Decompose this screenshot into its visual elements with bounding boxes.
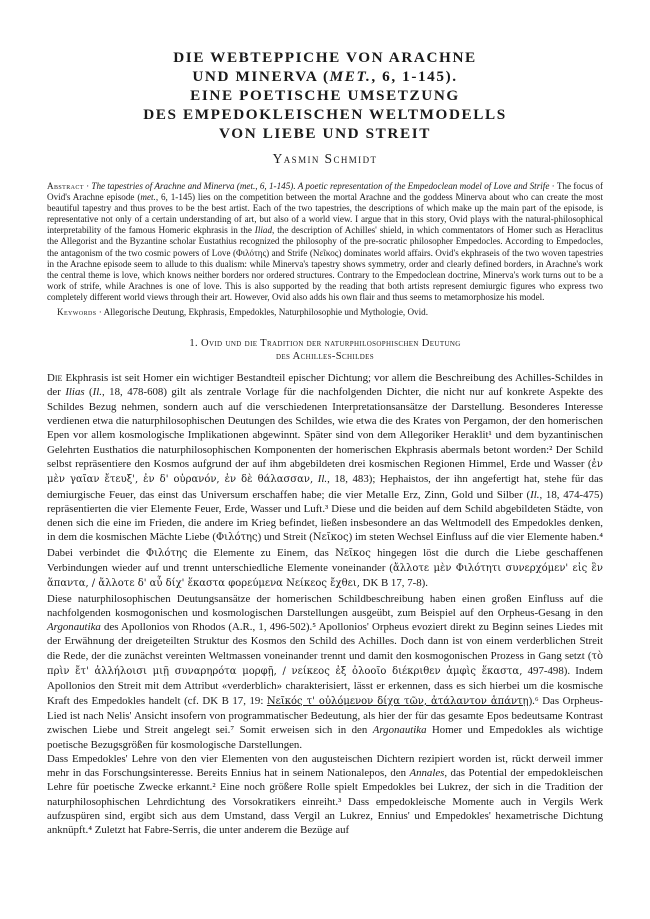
section-heading-line-1: 1. Ovid und die Tradition der naturphilosophischen Deutung [189, 338, 461, 350]
keywords: Keywords · Allegorische Deutung, Ekphrasis, Empedokles, Naturphilosophie und Mythologie, Ovid. [57, 307, 428, 318]
abstract: Abstract · The tapestries of Arachne and Minerva (met., 6, 1-145). A poetic representation of the Empedoclean model of Love and Strife · The focus of Ovid's Arachne episode (met., 6, 1-145) lies on the competition between the mortal Arachne and the goddess Minerva about who can create the most beautiful tapestry and thus proves to be the best artist. Each of the two tapestries, the descriptions of which make up the main part of the episode, is representative not only of a certain understanding of art, but also of a world view. I argue that in this story, Ovid plays with the natural-philosophical interpretability of the famous Homeric ekphrasis in the Iliad, the description of Achilles' shield, in which commentators of Homer such as Heraclitus the Allegorist and the Byzantine scholar Eustathius recognized the philosophy of the pre-socratic philosopher Empedocles. According to Empedocles, the antagonism of the two cosmic powers of Love (Φιλότης) and Strife (Νεῖκος) dominates world affairs. Ovid's ekphraseis of the two woven tapestries in the Arachne episode seem to allude to this dualism: while Minerva's tapestry shows symmetry, order and clearly defined borders, in Arachne's work the central theme is love, which knows neither borders nor ordered structures. Contrary to the Empedoclean doctrine, Minerva's work turns out to be a work of strife, while Arachnes is one of love. This is also supported by the reading that both artists represent demiurgic figures who express two completely different world views through their art. However, Ovid also adds his own flair and thus seems to metamorphosize his model. [47, 181, 603, 302]
title-line-2: UND MINERVA (MET., 6, 1-145). [192, 68, 458, 85]
title-line-5: VON LIEBE UND STREIT [219, 125, 431, 142]
drop-cap: Die [47, 372, 63, 385]
title-line-3: EINE POETISCHE UMSETZUNG [190, 87, 460, 104]
article-title [47, 48, 603, 143]
paragraph-2: Diese naturphilosophischen Deutungsansätze der homerischen Schildbeschreibung haben einen großen Einfluss auf die nachfolgenden kosmogonischen und kosmologischen Darstellungen ausgeübt, zum Beispiel auf den Orpheus-Gesang in den Argonautika des Apollonios von Rhodos (A.R., 1, 496-502).⁵ Apollonios' Orpheus evoziert direkt zu Beginn seines Liedes mit der Erwähnung der dreigeteilten Struktur des Kosmos den Schild des Achilles. Doch dann ist von einem verderblichen Streit die Rede, der die zunächst vereinten Weltmassen voneinander trennt und damit den kosmogonischen Prozess in Gang setzt (τὸ πρὶν ἔτ' ἀλλήλοισι μιῇ συναρηρότα μορφῇ, / νείκεος ἐξ ὀλοοῖο διέκριθεν ἀμφὶς ἕκαστα, 497-498). Indem Apollonios den Streit mit dem Attribut «verderblich» charakterisiert, lässt er erkennen, dass es sich hierbei um die kosmische Kraft des Empedokles handelt (cf. DK B 17, 19: Νεῖκός τ' οὐλόμενον δίχα τῶν, ἀτάλαντον ἁπάντῃ).⁶ Das Orpheus-Lied ist nach Nelis' Ansicht insofern von programmatischer Bedeutung, als hier der für das gesamte Epos bedeutsame Kontrast zwischen Liebe und Streit angelegt sei.⁷ Somit erweisen sich in den Argonautika Homer und Empedokles als wichtige poetische Bezugsgrößen für kosmologische Darstellungen. [47, 592, 604, 751]
title-line-1: DIE WEBTEPPICHE VON ARACHNE [173, 49, 477, 66]
body-text [47, 371, 603, 838]
title-line-4: DES EMPEDOKLEISCHEN WELTMODELLS [143, 106, 507, 123]
abstract-title: The tapestries of Arachne and Minerva (met., 6, 1-145). A poetic representation of the Empedoclean model of Love and Strife [91, 181, 550, 191]
section-heading-line-2: des Achilles-Schildes [275, 351, 375, 363]
paragraph-1: Die Ekphrasis ist seit Homer ein wichtiger Bestandteil epischer Dichtung; vor allem die Beschreibung des Achilles-Schildes in der Ilias (Il., 18, 478-608) gilt als zentrale Vorlage für die nachfolgenden Dichter, die nicht nur auf konkrete Aspekte des Schildes Bezug nehmen, sondern auch auf die verschiedenen Interpretationsansätze der Darstellung. Besonderes Interesse verdienen etwa die naturphilosophischen Deutungen des Schildes, wie etwa die des Krates von Pergamon, der den homerischen Epen vor allem kosmologische Implikationen abgewinnt. Später sind von dem Allegoriker Heraklit¹ und dem byzantinischen Gelehrten Eusthatios die naturphilosophischen Komponenten der homerischen Ekphrasis abermals betont worden:² Der Schild selbst repräsentiere den Kosmos aufgrund der auf ihm abgebildeten drei kosmischen Regionen Himmel, Erde und Wasser (ἐν μὲν γαῖαν ἔτευξ', ἐν δ' οὐρανόν, ἐν δὲ θάλασσαν, Il., 18, 483); Hephaistos, der ihn angefertigt hat, stehe für das demiurgische Feuer, das einst das Universum erschaffen habe; die vier Metalle Erz, Zinn, Gold und Silber (Il., 18, 474-475) repräsentierten die vier Elemente Feuer, Erde, Wasser und Luft.³ Diese und die beiden auf dem Schild abgebildeten Städte, von denen sich die eine im Frieden, die andere im Krieg befindet, ließen insbesondere an das Weltmodell des Empedokles denken, in dem die kosmischen Mächte Liebe (Φιλότης) und Streit (Νεῖκος) im steten Wechsel Einfluss auf die vier Elemente haben.⁴ Dabei verbindet die Φιλότης die Elemente zu Einem, das Νεῖκος hingegen löst die durch die Liebe geschaffenen Verbindungen wieder auf und trennt unterschiedliche Elemente voneinander (ἄλλοτε μὲν Φιλότητι συνερχόμεν' εἰς ἓν ἅπαντα, / ἄλλοτε δ' αὖ δίχ' ἕκαστα φορεύμενα Νείκεος ἔχθει, DK B 17, 7-8). [47, 372, 604, 590]
author-name: Yasmin Schmidt [272, 151, 378, 166]
keywords-text: Allegorische Deutung, Ekphrasis, Empedokles, Naturphilosophie und Mythologie, Ovid. [103, 307, 428, 318]
paragraph-3: Dass Empedokles' Lehre von den vier Elementen von den augusteischen Dichtern rezipiert worden ist, rückt derweil immer mehr in das Forschungsinteresse. Bereits Ennius hat in seinem Nationalepos, den Annales, das Potential der empedokleischen Lehre für poetische Zwecke erkannt.² Eine noch größere Rolle spielt Empedokles bei Lukrez, der sich in die Tradition der naturphilosophischen Lehrdichtung des Vorsokratikers einreiht.³ Dass empedokleische Momente auch in Vergils Werk aufzuspüren sind, ergibt sich aus dem Umstand, dass Vergil an Lukrez, Ennius' und Empedokles' hexametrische Dichtung anknüpft.⁴ Zuletzt hat Fabre-Serris, die unter anderem die Bezüge auf [47, 752, 603, 837]
keywords-label: Keywords [57, 307, 97, 318]
abstract-label: Abstract [47, 181, 84, 191]
section-heading [47, 337, 603, 363]
